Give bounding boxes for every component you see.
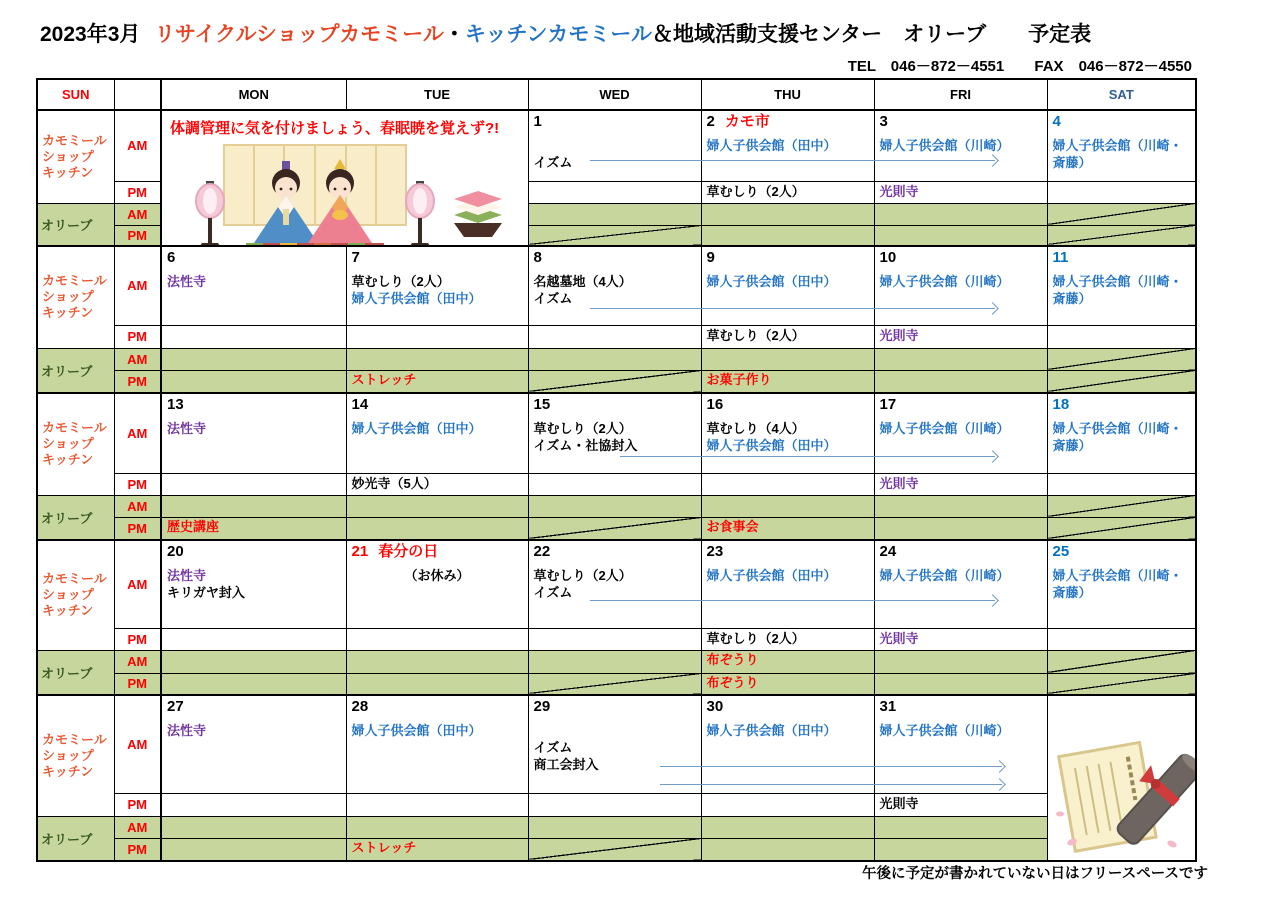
pm-label: PM [114, 370, 161, 393]
event: 法性寺 [167, 274, 207, 289]
event: 法性寺 [167, 568, 207, 583]
continuation-arrow-week-1 [590, 160, 995, 161]
cell-w3-tue-am [346, 393, 528, 473]
cell-w4-thu-pm [701, 628, 874, 650]
pm-label: PM [114, 225, 161, 246]
day-number [1048, 247, 1196, 273]
day-number [1048, 394, 1196, 420]
event: 光則寺 [879, 795, 919, 811]
olive-cell-w2-fri [874, 370, 1047, 393]
cell-w3-wed-am [528, 393, 701, 473]
week-2-pm-row [37, 325, 1196, 348]
lantern-right-icon [406, 181, 434, 246]
cell-w5-fri-pm [874, 793, 1047, 816]
event: 草むしり（2人） [706, 630, 805, 646]
event: 婦人子供会館（川崎） [879, 568, 1010, 583]
cell-w1-fri-am [874, 110, 1047, 181]
event: 婦人子供会館（川崎・斎藤） [1052, 568, 1183, 600]
day-number-value: 22 [533, 543, 551, 560]
weekday-header-SUN: SUN [37, 79, 114, 110]
week-3-am-row [37, 393, 1196, 473]
cell-w1-fri-pm [874, 181, 1047, 203]
week-4-olive-am-row [37, 650, 1196, 673]
continuation-arrow-week-3 [620, 456, 995, 457]
cell-w3-wed-pm [528, 473, 701, 495]
day-number-note: 春分の日 [378, 543, 439, 560]
day-number-value: 31 [879, 698, 897, 715]
event: イズム [533, 155, 573, 170]
olive-cell-w4-mon [161, 673, 346, 695]
closed-cell-w2-wed [528, 370, 701, 393]
olive-event: 歴史講座 [167, 518, 220, 534]
event [529, 137, 701, 154]
day-number [1048, 111, 1196, 137]
olive-cell-w2-thu [701, 348, 874, 370]
title-shop-name: リサイクルショップカモミール [154, 23, 444, 46]
pm-label: PM [114, 838, 161, 861]
olive-cell-w4-tue [346, 650, 528, 673]
cell-w5-mon-am [161, 695, 346, 793]
day-number [162, 696, 346, 722]
olive-cell-w5-thu [701, 816, 874, 838]
am-label: AM [114, 540, 161, 628]
closed-cell-w4-sat [1047, 650, 1196, 673]
closed-cell-w4-sat [1047, 673, 1196, 695]
row-label-kamomile: カモミール ショップ キッチン [37, 540, 114, 650]
day-number [347, 394, 528, 420]
day-number [162, 541, 346, 567]
event: 婦人子供会館（田中） [706, 723, 837, 738]
olive-event: 布ぞうり [706, 651, 759, 667]
day-number [347, 247, 528, 273]
olive-cell-w1-thu [701, 203, 874, 225]
closed-cell-w1-sat [1047, 203, 1196, 225]
week-4-olive-pm-row [37, 673, 1196, 695]
olive-cell-w2-mon [161, 370, 346, 393]
weekday-header-TUE: TUE [346, 79, 528, 110]
hishimochi-icon [442, 181, 514, 239]
day-number [702, 541, 874, 567]
olive-cell-w2-fri [874, 348, 1047, 370]
day-number-value: 11 [1052, 249, 1069, 266]
pm-label: PM [114, 793, 161, 816]
olive-event: 布ぞうり [706, 674, 759, 690]
day-number-value: 20 [167, 543, 184, 560]
am-label: AM [114, 495, 161, 517]
day-number-value: 3 [879, 113, 888, 130]
day-number-value: 18 [1052, 396, 1070, 413]
day-number [875, 541, 1047, 567]
cell-w5-mon-pm [161, 793, 346, 816]
event: 商工会封入 [533, 757, 599, 772]
olive-cell-w5-fri [874, 838, 1047, 861]
cell-w2-tue-am [346, 246, 528, 325]
title-dot: ・ [443, 23, 465, 46]
event: キリガヤ封入 [167, 585, 245, 600]
event: 婦人子供会館（川崎） [879, 421, 1010, 436]
olive-cell-w5-fri [874, 816, 1047, 838]
olive-event: お菓子作り [706, 371, 772, 387]
closed-cell-w1-wed [528, 225, 701, 246]
cell-w3-thu-am [701, 393, 874, 473]
hina-dolls-illustration [190, 143, 440, 246]
cell-w2-sat-pm [1047, 325, 1196, 348]
event: イズム [533, 291, 573, 306]
week-3-olive-am-row [37, 495, 1196, 517]
closed-cell-w2-sat [1047, 348, 1196, 370]
cell-w2-sat-am [1047, 246, 1196, 325]
olive-event: ストレッチ [351, 839, 417, 855]
cell-w3-tue-pm [346, 473, 528, 495]
event: 婦人子供会館（田中） [351, 723, 482, 738]
weekday-header-spacer [114, 79, 161, 110]
pm-label: PM [114, 673, 161, 695]
day-number-value: 28 [351, 698, 369, 715]
olive-cell-w3-mon [161, 517, 346, 540]
olive-cell-w4-fri [874, 673, 1047, 695]
event: 婦人子供会館（田中） [351, 291, 482, 306]
cell-w2-wed-pm [528, 325, 701, 348]
am-label: AM [114, 110, 161, 181]
pm-label: PM [114, 181, 161, 203]
cell-w3-mon-am [161, 393, 346, 473]
event: イズム・社協封入 [533, 438, 638, 453]
event: 光則寺 [879, 475, 919, 491]
olive-cell-w2-mon [161, 348, 346, 370]
event: 婦人子供会館（田中） [706, 138, 837, 153]
olive-cell-w3-tue [346, 495, 528, 517]
cell-w4-mon-pm [161, 628, 346, 650]
cell-w4-sat-am [1047, 540, 1196, 628]
event: 婦人子供会館（川崎） [879, 138, 1010, 153]
cell-w5-wed-am [528, 695, 701, 793]
cell-w5-wed-pm [528, 793, 701, 816]
cell-w1-thu-am [701, 110, 874, 181]
cell-w5-thu-pm [701, 793, 874, 816]
olive-event: お食事会 [706, 518, 759, 534]
event: 光則寺 [879, 327, 919, 343]
closed-cell-w3-sat [1047, 517, 1196, 540]
day-number [875, 696, 1047, 722]
olive-cell-w3-wed [528, 495, 701, 517]
event: （お休み） [404, 568, 470, 583]
day-number-value: 10 [879, 249, 897, 266]
olive-cell-w4-thu [701, 650, 874, 673]
event: 草むしり（2人） [533, 421, 632, 436]
day-number-value: 25 [1052, 543, 1070, 560]
pm-label: PM [114, 628, 161, 650]
week-4-am-row [37, 540, 1196, 628]
olive-cell-w1-wed [528, 203, 701, 225]
week-5-am-row [37, 695, 1196, 793]
olive-cell-w1-fri [874, 203, 1047, 225]
week-5-pm-row [37, 793, 1196, 816]
cell-w4-wed-pm [528, 628, 701, 650]
graduation-certificate-illustration [1052, 734, 1197, 854]
event: 婦人子供会館（川崎・斎藤） [1052, 274, 1183, 306]
olive-cell-w2-thu [701, 370, 874, 393]
event: 法性寺 [167, 723, 207, 738]
event: 草むしり（2人） [533, 568, 632, 583]
day-number [347, 541, 528, 567]
continuation-arrow-week-4 [590, 600, 995, 601]
event: 妙光寺（5人） [351, 475, 437, 491]
event: 婦人子供会館（田中） [706, 568, 837, 583]
event: 名越墓地（4人） [533, 274, 632, 289]
event [529, 722, 701, 739]
am-label: AM [114, 695, 161, 793]
schedule-table [36, 78, 1197, 862]
cell-w1-sat-am [1047, 110, 1196, 181]
closed-cell-w3-sat [1047, 495, 1196, 517]
pm-label: PM [114, 517, 161, 540]
event: 婦人子供会館（川崎・斎藤） [1052, 138, 1183, 170]
event: 婦人子供会館（川崎・斎藤） [1052, 421, 1183, 453]
am-label: AM [114, 393, 161, 473]
row-label-kamomile: カモミール ショップ キッチン [37, 695, 114, 816]
cell-w2-fri-am [874, 246, 1047, 325]
continuation-arrow-week-2 [590, 308, 995, 309]
olive-cell-w4-fri [874, 650, 1047, 673]
olive-cell-w4-mon [161, 650, 346, 673]
day-number-value: 14 [351, 396, 369, 413]
cell-w4-sat-pm [1047, 628, 1196, 650]
olive-cell-w1-thu [701, 225, 874, 246]
day-number-value: 13 [167, 396, 184, 413]
day-number [702, 394, 874, 420]
day-number [162, 394, 346, 420]
weekday-header-SAT: SAT [1047, 79, 1196, 110]
weekday-header-WED: WED [528, 79, 701, 110]
title-rest: ＆地域活動支援センター オリーブ 予定表 [652, 23, 1092, 46]
pm-label: PM [114, 325, 161, 348]
olive-cell-w5-wed [528, 816, 701, 838]
event: 草むしり（2人） [706, 327, 805, 343]
olive-cell-w2-wed [528, 348, 701, 370]
day-number-value: 29 [533, 698, 551, 715]
cell-w4-tue-am [346, 540, 528, 628]
am-label: AM [114, 203, 161, 225]
olive-event: ストレッチ [351, 371, 417, 387]
day-number-value: 7 [351, 249, 360, 266]
notice-text: 体調管理に気を付けましょう、春眠暁を覚えず?! [170, 120, 500, 137]
tel-number: TEL 046－872－4551 [847, 58, 1005, 75]
week-4-pm-row [37, 628, 1196, 650]
week-5-olive-am-row [37, 816, 1196, 838]
pm-label: PM [114, 473, 161, 495]
cell-w3-fri-am [874, 393, 1047, 473]
cell-w3-mon-pm [161, 473, 346, 495]
event: 光則寺 [879, 183, 919, 199]
cell-w4-thu-am [701, 540, 874, 628]
olive-cell-w4-tue [346, 673, 528, 695]
closed-cell-w4-wed [528, 673, 701, 695]
cell-w1-sat-pm [1047, 181, 1196, 203]
day-number-value: 16 [706, 396, 724, 413]
continuation-arrow-week-5 [660, 784, 1002, 785]
day-number-value: 1 [533, 113, 542, 130]
day-number-value: 8 [533, 249, 542, 266]
row-label-olive: オリーブ [37, 203, 114, 246]
row-label-olive: オリーブ [37, 348, 114, 393]
day-number [529, 541, 701, 567]
cell-w4-tue-pm [346, 628, 528, 650]
cell-w3-sat-am [1047, 393, 1196, 473]
day-number [529, 111, 701, 137]
fax-number: FAX 046－872－4550 [1034, 58, 1192, 75]
day-number-value: 21 [351, 543, 369, 560]
continuation-arrow-week-5 [660, 766, 1002, 767]
event: 婦人子供会館（田中） [706, 438, 837, 453]
footer-note: 午後に予定が書かれていない日はフリースペースです [862, 866, 1208, 882]
day-number [347, 696, 528, 722]
day-number [702, 111, 874, 137]
am-label: AM [114, 650, 161, 673]
week-3-pm-row [37, 473, 1196, 495]
day-number-value: 23 [706, 543, 724, 560]
cell-w2-mon-pm [161, 325, 346, 348]
day-number-value: 27 [167, 698, 184, 715]
day-number-note: カモ市 [724, 113, 770, 130]
event: 草むしり（4人） [706, 421, 805, 436]
olive-cell-w3-tue [346, 517, 528, 540]
cell-w2-thu-pm [701, 325, 874, 348]
cell-w4-mon-am [161, 540, 346, 628]
day-number [875, 111, 1047, 137]
cell-w2-mon-am [161, 246, 346, 325]
event: 草むしり（2人） [706, 183, 805, 199]
day-number [702, 696, 874, 722]
day-number-value: 2 [706, 113, 715, 130]
day-number-value: 30 [706, 698, 724, 715]
event: 草むしり（2人） [351, 274, 450, 289]
olive-cell-w4-wed [528, 650, 701, 673]
day-number [529, 247, 701, 273]
closed-cell-w3-wed [528, 517, 701, 540]
am-label: AM [114, 348, 161, 370]
row-label-kamomile: カモミール ショップ キッチン [37, 246, 114, 348]
cell-w5-fri-am [874, 695, 1047, 793]
day-number-value: 15 [533, 396, 551, 413]
row-label-olive: オリーブ [37, 650, 114, 695]
weekday-header-FRI: FRI [874, 79, 1047, 110]
week-2-olive-pm-row [37, 370, 1196, 393]
day-number [529, 696, 701, 722]
olive-cell-w2-tue [346, 370, 528, 393]
cell-w4-fri-pm [874, 628, 1047, 650]
am-label: AM [114, 246, 161, 325]
cell-w2-thu-am [701, 246, 874, 325]
schedule-table-wrap [36, 78, 1195, 862]
dais-mat-icon [246, 243, 384, 246]
weekday-header-MON: MON [161, 79, 346, 110]
lantern-left-icon [196, 181, 224, 246]
week-3-olive-pm-row [37, 517, 1196, 540]
title-month: 2023年3月 [40, 23, 141, 46]
closed-cell-w2-sat [1047, 370, 1196, 393]
olive-cell-w5-tue [346, 816, 528, 838]
day-number [529, 394, 701, 420]
cell-w4-wed-am [528, 540, 701, 628]
day-number [702, 247, 874, 273]
weekday-header-row [37, 79, 1196, 110]
olive-cell-w5-thu [701, 838, 874, 861]
olive-cell-w5-mon [161, 838, 346, 861]
event: 婦人子供会館（田中） [706, 274, 837, 289]
contact-line [700, 55, 1192, 76]
row-label-olive: オリーブ [37, 495, 114, 540]
day-number-value: 6 [167, 249, 176, 266]
event: 法性寺 [167, 421, 207, 436]
cell-w5-tue-pm [346, 793, 528, 816]
olive-cell-w2-tue [346, 348, 528, 370]
cell-w2-wed-am [528, 246, 701, 325]
certificate-cell [1047, 695, 1196, 861]
am-label: AM [114, 816, 161, 838]
olive-cell-w3-mon [161, 495, 346, 517]
day-number [875, 247, 1047, 273]
page-title [40, 18, 1091, 48]
row-label-kamomile: カモミール ショップ キッチン [37, 393, 114, 495]
row-label-kamomile: カモミール ショップ キッチン [37, 110, 114, 203]
olive-cell-w3-fri [874, 495, 1047, 517]
cell-w1-wed-am [528, 110, 701, 181]
day-number-value: 4 [1052, 113, 1061, 130]
olive-cell-w1-fri [874, 225, 1047, 246]
day-number-value: 24 [879, 543, 897, 560]
week-1-am-row [37, 110, 1196, 181]
week-5-olive-pm-row [37, 838, 1196, 861]
cell-w4-fri-am [874, 540, 1047, 628]
closed-cell-w5-wed [528, 838, 701, 861]
row-label-olive: オリーブ [37, 816, 114, 861]
day-number-value: 17 [879, 396, 897, 413]
day-number [162, 247, 346, 273]
olive-cell-w3-fri [874, 517, 1047, 540]
week-2-am-row [37, 246, 1196, 325]
title-kitchen-name: キッチンカモミール [464, 23, 652, 46]
cell-w1-thu-pm [701, 181, 874, 203]
event: 婦人子供会館（川崎） [879, 274, 1010, 289]
olive-cell-w5-mon [161, 816, 346, 838]
day-number [875, 394, 1047, 420]
week-2-olive-am-row [37, 348, 1196, 370]
event: 婦人子供会館（川崎） [879, 723, 1010, 738]
day-number-value: 9 [706, 249, 715, 266]
olive-cell-w3-thu [701, 517, 874, 540]
event: 婦人子供会館（田中） [351, 421, 482, 436]
cell-w5-thu-am [701, 695, 874, 793]
cell-w3-thu-pm [701, 473, 874, 495]
closed-cell-w1-sat [1047, 225, 1196, 246]
event: イズム [533, 585, 573, 600]
cell-w1-wed-pm [528, 181, 701, 203]
cell-w3-sat-pm [1047, 473, 1196, 495]
olive-cell-w4-thu [701, 673, 874, 695]
cell-w3-fri-pm [874, 473, 1047, 495]
cell-w2-fri-pm [874, 325, 1047, 348]
notice-cell [161, 110, 528, 246]
cell-w2-tue-pm [346, 325, 528, 348]
cell-w5-tue-am [346, 695, 528, 793]
olive-cell-w3-thu [701, 495, 874, 517]
olive-cell-w5-tue [346, 838, 528, 861]
event: イズム [533, 740, 573, 755]
event: 光則寺 [879, 630, 919, 646]
weekday-header-THU: THU [701, 79, 874, 110]
day-number [1048, 541, 1196, 567]
